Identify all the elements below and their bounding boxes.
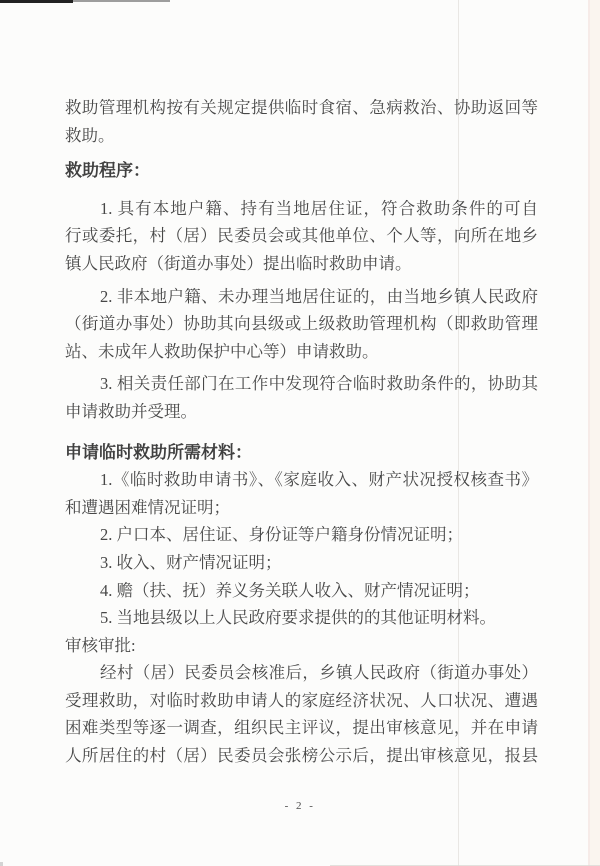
text-line: 4. 赡（扶、抚）养义务关联人收入、财产情况证明； bbox=[100, 580, 480, 600]
page-edge-line bbox=[588, 0, 590, 866]
text-line: 救助。 bbox=[65, 125, 115, 145]
text-line: 困难类型等逐一调查，组织民主评议，提出审核意见，并在申请 bbox=[65, 718, 538, 738]
text-line: 站、未成年人救助保护中心等）申请救助。 bbox=[65, 341, 379, 361]
page-number: - 2 - bbox=[284, 800, 316, 812]
text-line: 1. 具有本地户籍、持有当地居住证，符合救助条件的可自 bbox=[100, 198, 538, 218]
text-line: 2. 非本地户籍、未办理当地居住证的，由当地乡镇人民政府 bbox=[100, 286, 538, 306]
text-line: 5. 当地县级以上人民政府要求提供的的其他证明材料。 bbox=[100, 608, 496, 628]
paragraph bbox=[65, 577, 538, 605]
text-line: 2. 户口本、居住证、身份证等户籍身份情况证明； bbox=[100, 525, 463, 545]
paragraph bbox=[65, 94, 538, 149]
text-line: 受理救助，对临时救助申请人的家庭经济状况、人口状况、遭遇 bbox=[65, 690, 538, 710]
scan-artifact-top-bar-gray bbox=[73, 0, 170, 2]
text-line: 申请临时救助所需材料： bbox=[65, 442, 252, 462]
text-line: 和遭遇困难情况证明； bbox=[65, 497, 230, 517]
text-line: 镇人民政府（街道办事处）提出临时救助申请。 bbox=[65, 253, 412, 273]
paragraph bbox=[65, 604, 538, 632]
text-line: 人所居住的村（居）民委员会张榜公示后，提出审核意见，报县 bbox=[65, 746, 538, 766]
text-line: （街道办事处）协助其向县级或上级救助管理机构（即救助管理 bbox=[65, 314, 538, 334]
section-heading bbox=[65, 439, 538, 467]
text-line: 经村（居）民委员会核准后，乡镇人民政府（街道办事处） bbox=[100, 663, 538, 683]
text-line: 1.《临时救助申请书》、《家庭收入、财产状况授权核查书》 bbox=[100, 470, 538, 490]
paragraph bbox=[65, 549, 538, 577]
text-line: 审核审批: bbox=[65, 635, 136, 655]
paragraph bbox=[65, 283, 538, 366]
text-line: 申请救助并受理。 bbox=[65, 401, 197, 421]
paragraph bbox=[65, 659, 538, 769]
paragraph bbox=[65, 466, 538, 521]
text-line: 3. 相关责任部门在工作中发现符合临时救助条件的，协助其 bbox=[100, 374, 538, 394]
text-line: 救助程序： bbox=[65, 161, 150, 181]
document-body bbox=[65, 94, 538, 770]
scan-artifact-bottom-notch bbox=[0, 862, 3, 866]
text-line: 救助管理机构按有关规定提供临时食宿、急病救治、协助返回等 bbox=[65, 98, 538, 117]
section-heading bbox=[65, 157, 538, 185]
paragraph bbox=[65, 195, 538, 278]
text-line: 行或委托，村（居）民委员会或其他单位、个人等，向所在地乡 bbox=[65, 226, 538, 246]
text-line: 3. 收入、财产情况证明； bbox=[100, 552, 282, 572]
page-edge-strip bbox=[590, 0, 600, 866]
section-subheading bbox=[65, 632, 538, 660]
paragraph bbox=[65, 370, 538, 425]
scan-artifact-top-bar-dark bbox=[0, 0, 73, 3]
paragraph bbox=[65, 521, 538, 549]
